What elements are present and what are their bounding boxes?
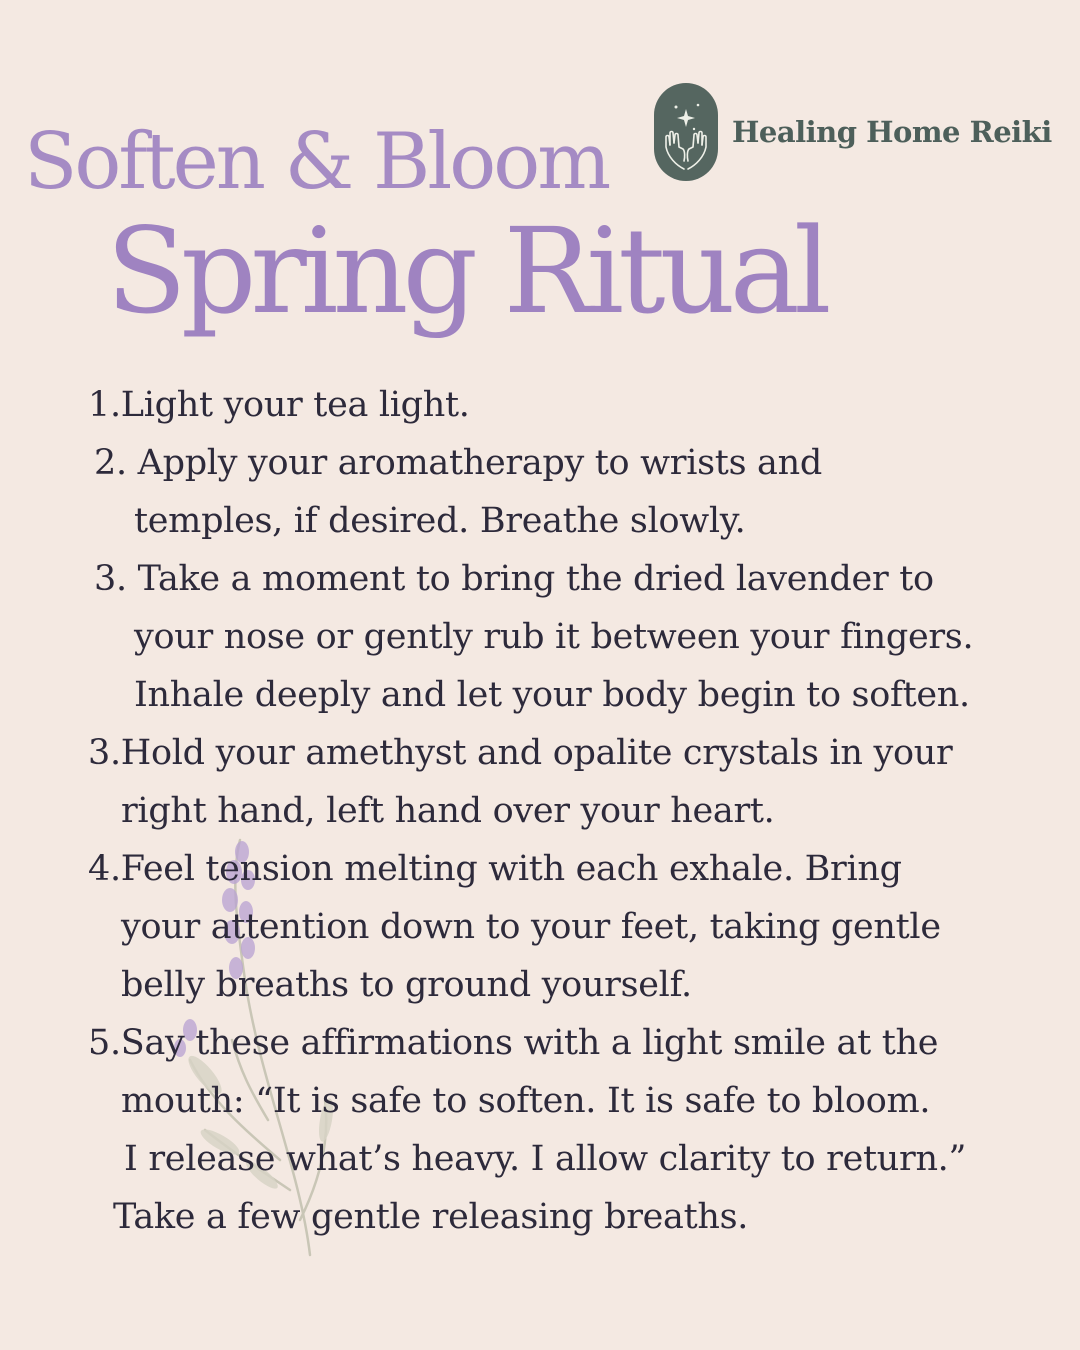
hands-with-stars-icon (654, 83, 718, 181)
step-5-line-1: 4.Feel tension melting with each exhale. Bring (88, 849, 902, 889)
step-3-line-3: Inhale deeply and let your body begin to soften. (134, 675, 970, 715)
brand-logo (654, 82, 1052, 182)
step-3-line-2: your nose or gently rub it between your fingers. (134, 617, 974, 657)
step-6-line-4: Take a few gentle releasing breaths. (113, 1197, 749, 1237)
step-2-line-1: 2. Apply your aromatherapy to wrists and (94, 443, 822, 483)
step-3-line-1: 3. Take a moment to bring the dried lavender to (94, 559, 934, 599)
step-5-line-3: belly breaths to ground yourself. (121, 965, 692, 1005)
step-4-line-1: 3.Hold your amethyst and opalite crystals in your (88, 733, 953, 773)
step-6-line-1: 5.Say these affirmations with a light smile at the (88, 1023, 939, 1063)
step-5-line-2: your attention down to your feet, taking gentle (121, 907, 941, 947)
step-6-line-2: mouth: “It is safe to soften. It is safe to bloom. (121, 1081, 931, 1121)
step-6-line-3: I release what’s heavy. I allow clarity to return.” (124, 1139, 967, 1179)
step-1-line-1: 1.Light your tea light. (88, 385, 470, 425)
step-2-line-2: temples, if desired. Breathe slowly. (134, 501, 746, 541)
title-soften-bloom: Soften & Bloom (24, 117, 609, 207)
brand-name: Healing Home Reiki (732, 115, 1052, 149)
title-spring-ritual: Spring Ritual (106, 202, 826, 340)
step-4-line-2: right hand, left hand over your heart. (121, 791, 775, 831)
